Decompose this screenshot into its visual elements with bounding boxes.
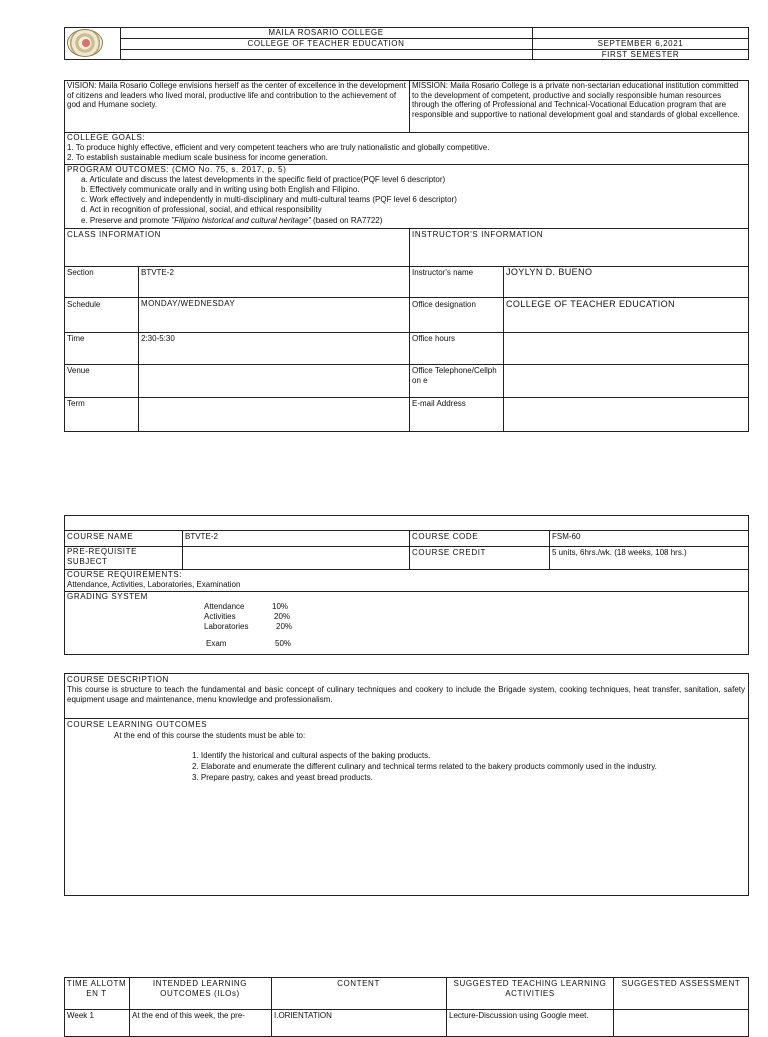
- course-requirements-value: Attendance, Activities, Laboratories, Examination: [67, 580, 241, 589]
- office-telephone-label: Office Telephone/Cellphon e: [412, 366, 497, 385]
- course-requirements-title: COURSE REQUIREMENTS:: [67, 570, 183, 579]
- learning-outcome-3: 3. Prepare pastry, cakes and yeast bread products.: [192, 773, 373, 782]
- college-goals-title: COLLEGE GOALS:: [67, 133, 146, 142]
- course-description-text: This course is structure to teach the fundamental and basic concept of culinary techniques and cookery to include the Brigade system, cooking techniques, heat transfer, sanitation, safety equipment usage and maintenance, menu knowledge and professionalism.: [67, 685, 745, 704]
- course-name-value: BTVTE-2: [185, 532, 218, 541]
- program-outcomes-title: PROGRAM OUTCOMES: (CMO No. 75, s. 2017, p. 5): [67, 165, 287, 174]
- document-date: SEPTEMBER 6,2021: [597, 39, 684, 48]
- time-value: 2:30-5:30: [141, 334, 175, 343]
- vision-text: VISION: Maila Rosario College envisions herself as the center of excellence in the development of citizens and leaders who lived moral, productive life and contribution to the achievement of god and Humane society.: [67, 81, 406, 110]
- section-label: Section: [67, 268, 94, 277]
- program-outcome-e: e. Preserve and promote "Filipino historical and cultural heritage" (based on RA7722): [81, 216, 383, 225]
- grading-pct-laboratories: 20%: [276, 622, 293, 631]
- office-hours-label: Office hours: [412, 334, 455, 343]
- col-teaching-learning-activities: SUGGESTED TEACHING LEARNING ACTIVITIES: [453, 979, 607, 998]
- semester-label: FIRST SEMESTER: [601, 50, 680, 59]
- term-label: Term: [67, 399, 85, 408]
- venue-label: Venue: [67, 366, 90, 375]
- col-suggested-assessment: SUGGESTED ASSESSMENT: [621, 979, 741, 988]
- program-outcome-d: d. Act in recognition of professional, social, and ethical responsibility: [81, 205, 322, 214]
- college-seal-icon: [67, 29, 103, 57]
- row1-activities: Lecture-Discussion using Google meet.: [449, 1011, 589, 1020]
- email-label: E-mail Address: [412, 399, 466, 408]
- course-name-label: COURSE NAME: [67, 532, 134, 541]
- grading-pct-activities: 20%: [274, 612, 291, 621]
- office-designation-value: COLLEGE OF TEACHER EDUCATION: [506, 299, 675, 309]
- col-intended-learning-outcomes: INTENDED LEARNING OUTCOMES (ILOs): [152, 979, 248, 998]
- college-name: COLLEGE OF TEACHER EDUCATION: [247, 39, 405, 48]
- section-value: BTVTE-2: [141, 268, 174, 277]
- col-content: CONTENT: [337, 979, 380, 988]
- prerequisite-label: PRE-REQUISITE SUBJECT: [67, 547, 138, 566]
- row1-content: I.ORIENTATION: [274, 1011, 332, 1020]
- office-designation-label: Office designation: [412, 300, 476, 309]
- school-name: MAILA ROSARIO COLLEGE: [268, 28, 384, 37]
- mission-text: MISSION: Maila Rosario College is a private non-sectarian educational institution committed to the development of competent, productive and socially responsible human resources through the offering of Professional and Technical-Vocational Education program that are responsible and supportive to national development goal and standards of global excellence.: [412, 81, 740, 119]
- course-credit-label: COURSE CREDIT: [412, 548, 487, 557]
- row1-ilo: At the end of this week, the pre-: [132, 1011, 245, 1020]
- course-code-value: FSM-60: [552, 532, 581, 541]
- instructor-information-title: INSTRUCTOR'S INFORMATION: [412, 230, 544, 239]
- col-time-allotment: TIME ALLOTMEN T: [66, 979, 127, 998]
- program-outcome-a: a. Articulate and discuss the latest developments in the specific field of practice(PQF level 6 descriptor): [81, 175, 446, 184]
- grading-item-attendance: Attendance: [204, 602, 245, 611]
- course-description-title: COURSE DESCRIPTION: [67, 675, 169, 684]
- class-information-title: CLASS INFORMATION: [67, 230, 162, 239]
- grading-item-exam: Exam: [206, 639, 227, 648]
- instructor-name-value: JOYLYN D. BUENO: [506, 267, 593, 277]
- course-code-label: COURSE CODE: [412, 532, 479, 541]
- course-credit-value: 5 units, 6hrs./wk. (18 weeks, 108 hrs.): [552, 548, 687, 557]
- learning-outcome-1: 1. Identify the historical and cultural aspects of the baking products.: [192, 751, 431, 760]
- grading-item-laboratories: Laboratories: [204, 622, 249, 631]
- learning-outcome-2: 2. Elaborate and enumerate the different culinary and technical terms related to the bakery products commonly used in the industry.: [192, 762, 657, 771]
- program-outcome-b: b. Effectively communicate orally and in writing using both English and Filipino.: [81, 185, 360, 194]
- instructor-name-label: Instructor's name: [412, 268, 474, 277]
- course-description-table: [64, 673, 749, 896]
- learning-outcomes-title: COURSE LEARNING OUTCOMES: [67, 720, 208, 729]
- college-goal-2: 2. To establish sustainable medium scale business for income generation.: [67, 153, 328, 162]
- learning-outcomes-intro: At the end of this course the students must be able to:: [114, 731, 306, 740]
- row1-time: Week 1: [67, 1011, 94, 1020]
- college-goal-1: 1. To produce highly effective, efficient and very competent teachers who are truly nationalistic and globally competitive.: [67, 143, 490, 152]
- schedule-label: Schedule: [67, 300, 101, 309]
- time-label: Time: [67, 334, 85, 343]
- grading-pct-attendance: 10%: [272, 602, 289, 611]
- grading-pct-exam: 50%: [275, 639, 292, 648]
- program-outcome-c: c. Work effectively and independently in multi-disciplinary and multi-cultural teams (PQF level 6 descriptor): [81, 195, 457, 204]
- grading-system-title: GRADING SYSTEM: [67, 592, 148, 601]
- schedule-value: MONDAY/WEDNESDAY: [141, 299, 236, 308]
- grading-item-activities: Activities: [204, 612, 236, 621]
